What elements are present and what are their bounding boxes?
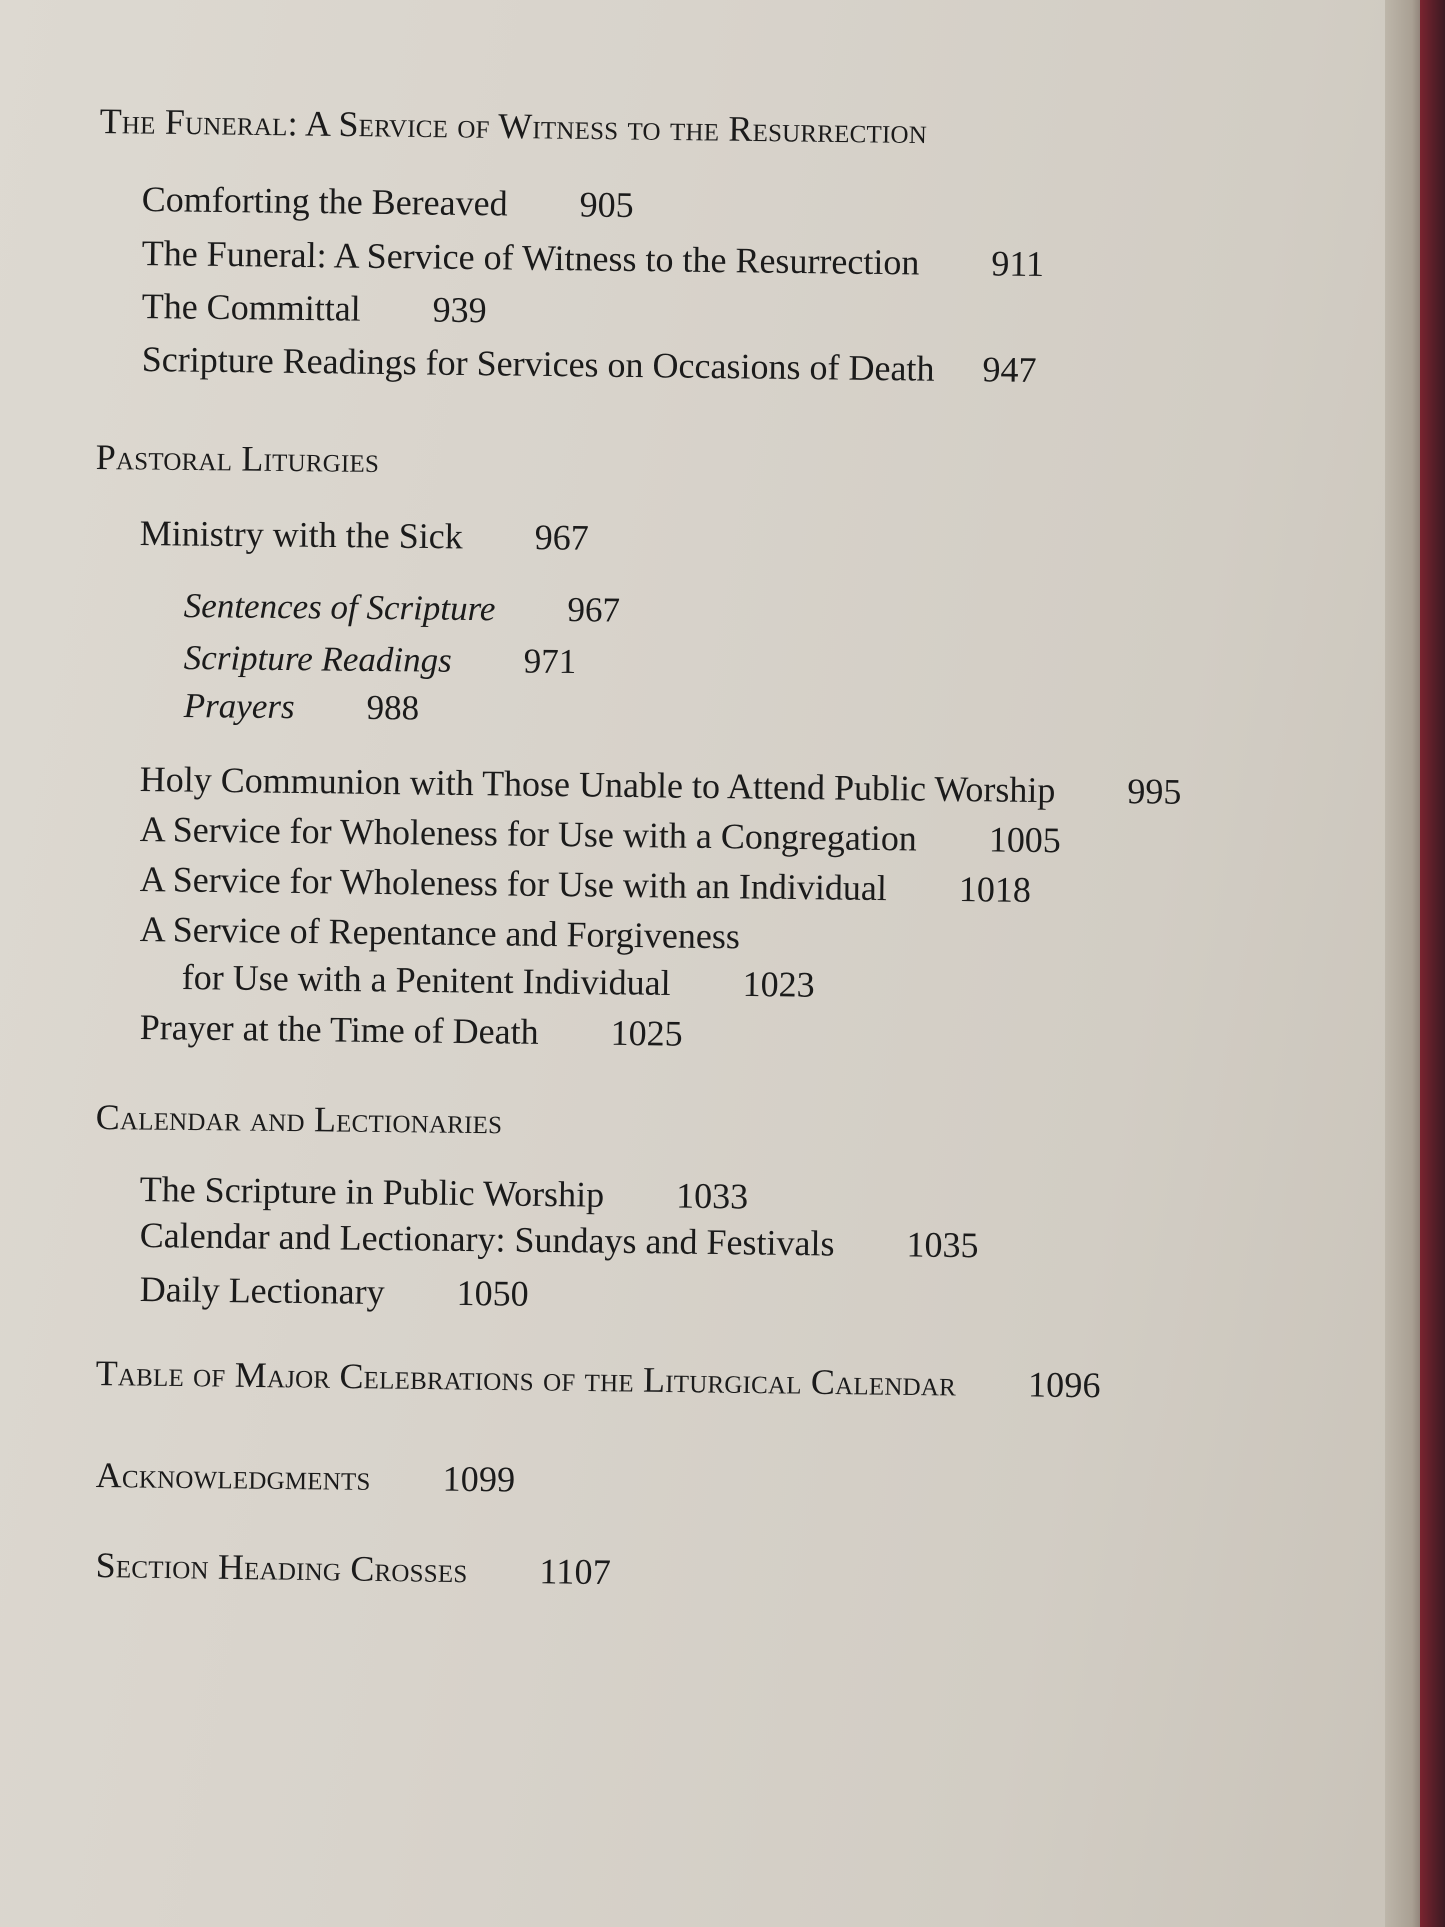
toc-entry-page: 947 [982,349,1037,390]
toc-entry [141,338,1036,391]
section-heading-funeral: The Funeral: A Service of Witness to the Resurrection [99,100,928,152]
toc-entry-page: 971 [523,641,577,682]
toc-entry-continuation [181,956,814,1006]
toc-entry-page: 988 [366,687,420,728]
toc-entry-title: Prayers [183,686,295,727]
toc-entry-title: Comforting the Bereaved [141,178,508,224]
toc-entry-title: The Committal [141,285,361,329]
toc-entry-page: 911 [991,243,1045,285]
toc-entry-page: 1050 [456,1272,529,1314]
toc-entry-title: Sentences of Scripture [183,586,496,629]
toc-entry [139,758,1181,813]
toc-entry-title: The Funeral: A Service of Witness to the Resurrection [141,232,920,283]
toc-entry-title: Scripture Readings for Services on Occasions of Death [141,338,935,389]
toc-entry [139,858,1031,911]
toc-entry-title: Prayer at the Time of Death [139,1006,539,1052]
toc-subentry [184,686,420,728]
section-heading-table-celebrations: Table of Major Celebrations of the Liturgical Calendar 1096 [95,1352,1102,1406]
toc-entry [141,232,1044,285]
toc-entry-title: Holy Communion with Those Unable to Attend Public Worship [139,758,1056,811]
toc-entry-page: 1099 [442,1458,516,1500]
toc-entry-page: 1107 [539,1551,612,1593]
toc-entry-page: 967 [534,517,589,558]
toc-entry-page: 905 [579,184,634,226]
toc-entry-title: Ministry with the Sick [139,512,463,557]
toc-entry-page: 995 [1127,771,1182,812]
toc-entry [139,1268,528,1315]
toc-entry [139,808,1061,861]
toc-entry [139,1214,978,1266]
toc-entry [139,1168,748,1217]
toc-entry-page: 1005 [988,819,1062,861]
toc-entry-title: A Service for Wholeness for Use with an Individual [139,858,888,909]
toc-entry-title: The Scripture in Public Worship [139,1168,605,1215]
toc-entry-page: 939 [432,289,487,331]
section-heading-calendar: Calendar and Lectionaries [95,1097,503,1142]
toc-entry-page: 1096 [1027,1364,1102,1406]
toc-subentry [184,638,577,682]
toc-entry-page: 1018 [958,869,1032,910]
toc-entry-page: 967 [567,590,621,630]
toc-entry [141,285,486,331]
toc-subentry [184,586,621,631]
toc-entry [139,1006,682,1055]
section-heading-crosses: Section Heading Crosses 1107 [95,1544,612,1593]
toc-entry-page: 1025 [610,1012,683,1054]
toc-entry-title: Calendar and Lectionary: Sundays and Festivals [139,1214,835,1264]
toc-entry-page: 1035 [906,1224,979,1266]
toc-entry [140,512,589,559]
section-heading-acknowledgments: Acknowledgments 1099 [95,1455,516,1500]
toc-entry-title: for Use with a Penitent Individual [181,956,671,1003]
section-heading-pastoral: Pastoral Liturgies [95,436,380,480]
toc-entry [139,908,740,957]
toc-entry-title: Scripture Readings [183,638,452,680]
toc-entry-title: Daily Lectionary [139,1268,385,1312]
toc-entry-page: 1023 [742,963,815,1005]
book-cover-edge [1420,0,1445,1927]
toc-entry-page: 1033 [675,1175,749,1217]
toc-entry-title: A Service of Repentance and Forgiveness [139,908,741,957]
toc-entry-title: A Service for Wholeness for Use with a Congregation [139,808,918,859]
toc-entry [141,178,633,226]
